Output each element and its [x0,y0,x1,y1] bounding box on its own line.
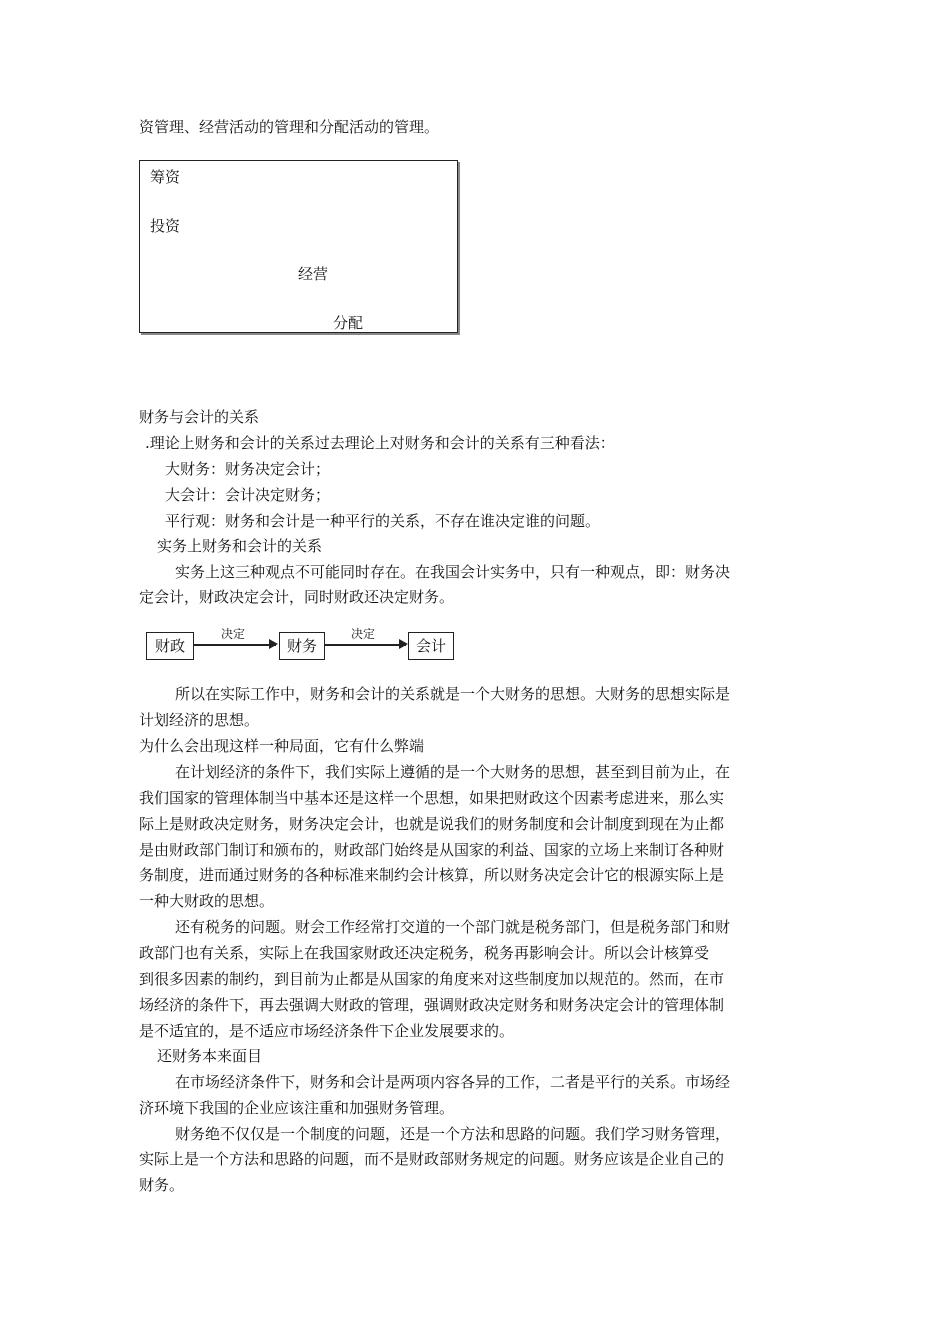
text-line: 在计划经济的条件下，我们实际上遵循的是一个大财务的思想，甚至到目前为止，在 [175,763,731,781]
section-heading: 财务与会计的关系 [139,408,260,426]
text-line: 在市场经济条件下，财务和会计是两项内容各异的工作，二者是平行的关系。市场经 [175,1073,731,1091]
text-line: 还有税务的问题。财会工作经常打交道的一个部门就是税务部门，但是税务部门和财 [175,918,731,936]
flow-edge-label: 决定 [351,627,376,641]
text-line: 一种大财政的思想。 [139,892,275,910]
text-line: 实际上是一个方法和思路的问题，而不是财政部财务规定的问题。财务应该是企业自己的 [139,1150,725,1168]
text-line: 大财务：财务决定会计； [165,460,331,478]
section-heading: 还财务本来面目 [157,1047,263,1065]
text-line: 实务上这三种观点不可能同时存在。在我国会计实务中，只有一种观点，即：财务决 [175,563,731,581]
text-line: 财务。 [139,1176,185,1194]
text-line: 计划经济的思想。 [139,711,260,729]
text-line: .理论上财务和会计的关系过去理论上对财务和会计的关系有三种看法： [145,434,615,452]
section-heading: 为什么会出现这样一种局面，它有什么弊端 [139,737,425,755]
text-line: 平行观：财务和会计是一种平行的关系，不存在谁决定谁的问题。 [165,512,601,530]
box-label-fundraising: 筹资 [150,168,181,186]
financial-activities-box [139,160,458,333]
box-label-operation: 经营 [298,265,329,283]
flow-edge-label: 决定 [221,627,246,641]
flow-arrow [325,644,406,646]
text-line: 是由财政部门制订和颁布的，财政部门始终是从国家的利益、国家的立场上来制订各种财 [139,841,725,859]
text-line: 是不适宜的，是不适应市场经济条件下企业发展要求的。 [139,1022,515,1040]
text-line: 到很多因素的制约，到目前为止都是从国家的角度来对这些制度加以规范的。然而，在市 [139,970,725,988]
text-line: 财务绝不仅仅是一个制度的问题，还是一个方法和思路的问题。我们学习财务管理， [175,1125,731,1143]
text-line: 定会计，财政决定会计，同时财政还决定财务。 [139,588,455,606]
flow-node-finance-bureau: 财政 [146,632,194,660]
text-line: 资管理、经营活动的管理和分配活动的管理。 [139,118,440,136]
text-line: 大会计：会计决定财务； [165,486,331,504]
text-line: 务制度，进而通过财务的各种标准来制约会计核算，所以财务决定会计它的根源实际上是 [139,866,725,884]
flow-node-finance: 财务 [279,632,325,660]
box-label-investment: 投资 [150,217,181,235]
text-line: 所以在实际工作中，财务和会计的关系就是一个大财务的思想。大财务的思想实际是 [175,685,731,703]
flow-arrow [194,644,276,646]
box-label-distribution: 分配 [333,314,364,332]
text-line: 际上是财政决定财务，财务决定会计，也就是说我们的财务制度和会计制度到现在为止都 [139,815,725,833]
flow-node-accounting: 会计 [408,632,454,660]
section-heading: 实务上财务和会计的关系 [157,537,323,555]
text-line: 政部门也有关系，实际上在我国家财政还决定税务，税务再影响会计。所以会计核算受 [139,944,710,962]
text-line: 济环境下我国的企业应该注重和加强财务管理。 [139,1099,455,1117]
text-line: 场经济的条件下，再去强调大财政的管理，强调财政决定财务和财务决定会计的管理体制 [139,996,725,1014]
decision-flow-diagram [146,628,466,664]
text-line: 我们国家的管理体制当中基本还是这样一个思想，如果把财政这个因素考虑进来，那么实 [139,789,725,807]
